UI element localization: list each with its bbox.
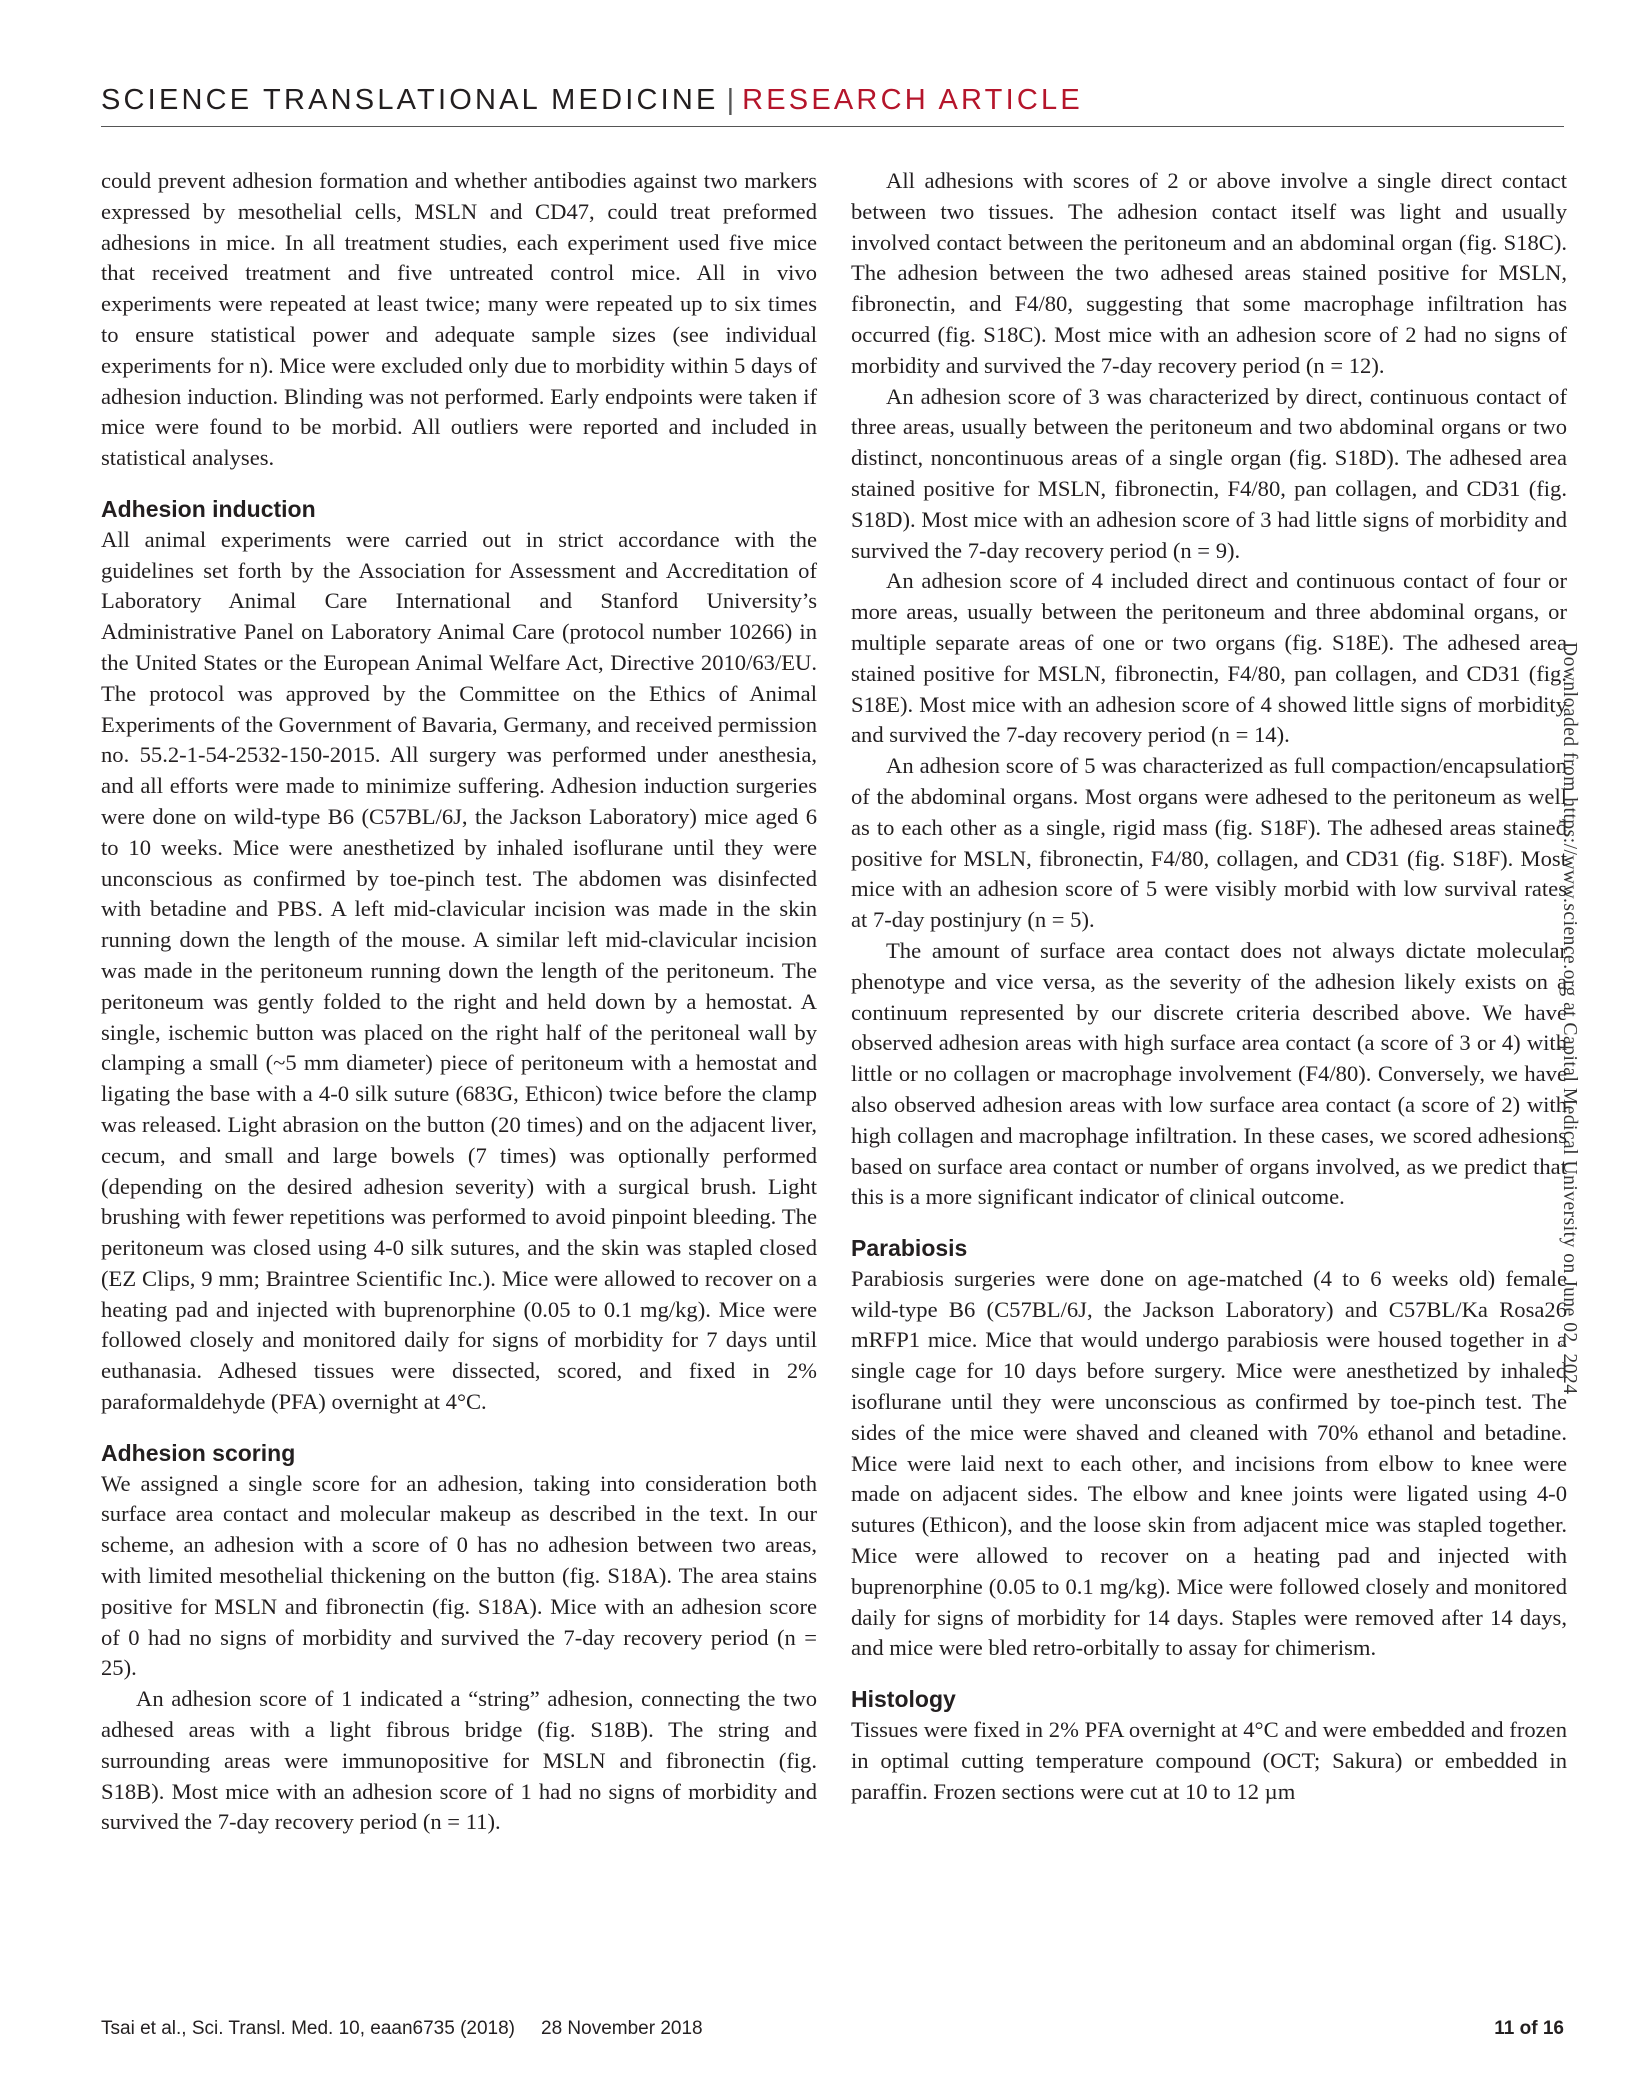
article-type: RESEARCH ARTICLE [742, 84, 1083, 116]
paragraph: An adhesion score of 4 included direct and continuous contact of four or more areas, usually between the peritoneum and three abdominal organs, or multiple separate areas of one or two organs (fig. S18E). The adhesed area stained positive for MSLN, fibronectin, F4/80, pan collagen, and CD31 (fig. S18E). Most mice with an adhesion score of 4 showed little signs of morbidity and survived the 7-day recovery period (n = 14). [851, 568, 1567, 748]
footer-citation: Tsai et al., Sci. Transl. Med. 10, eaan6735 (2018) [101, 2018, 516, 2039]
paragraph: All animal experiments were carried out in strict accordance with the guidelines set forth by the Association for Assessment and Accreditation of Laboratory Animal Care International and Stanford University’s Administrative Panel on Laboratory Animal Care (protocol number 10266) in the United States or the European Animal Welfare Act, Directive 2010/63/EU. The protocol was approved by the Committee on the Ethics of Animal Experiments of the Government of Bavaria, Germany, and received permission no. 55.2-1-54-2532-150-2015. All surgery was performed under anesthesia, and all efforts were made to minimize suffering. Adhesion induction surgeries were done on wild-type B6 (C57BL/6J, the Jackson Laboratory) mice aged 6 to 10 weeks. Mice were anesthetized by inhaled isoflurane until they were unconscious as confirmed by toe-pinch test. The abdomen was disinfected with betadine and PBS. A left mid-clavicular incision was made in the skin running down the length of the mouse. A similar left mid-clavicular incision was made in the peritoneum running down the length of the peritoneum. The peritoneum was gently folded to the right and held down by a hemostat. A single, ischemic button was placed on the right half of the peritoneal wall by clamping a small (~5 mm diameter) piece of peritoneum with a hemostat and ligating the base with a 4-0 silk suture (683G, Ethicon) twice before the clamp was released. Light abrasion on the button (20 times) and on the adjacent liver, cecum, and small and large bowels (7 times) was optionally performed (depending on the desired adhesion severity) with a surgical brush. Light brushing with fewer repetitions was performed to avoid pinpoint bleeding. The peritoneum was closed using 4-0 silk sutures, and the skin was stapled closed (EZ Clips, 9 mm; Braintree Scientific Inc.). Mice were allowed to recover on a heating pad and injected with buprenorphine (0.05 to 0.1 mg/kg). Mice were followed closely and monitored daily for signs of morbidity for 7 days until euthanasia. Adhesed tissues were dissected, scored, and fixed in 2% paraformaldehyde (PFA) overnight at 4°C. [101, 526, 817, 1415]
header-rule [101, 126, 1564, 127]
paragraph: The amount of surface area contact does not always dictate molecular phenotype and vice versa, as the severity of the adhesion likely exists on a continuum represented by our discrete criteria described above. We have observed adhesion areas with high surface area contact (a score of 3 or 4) with little or no collagen or macrophage involvement (F4/80). Conversely, we have also observed adhesion areas with low surface area contact (a score of 2) with high collagen and macrophage infiltration. In these cases, we scored adhesions based on surface area contact or number of organs involved, as we predict that this is a more significant indicator of clinical outcome. [851, 937, 1567, 1210]
header-separator: | [726, 84, 735, 116]
paragraph: Parabiosis surgeries were done on age-matched (4 to 6 weeks old) female wild-type B6 (C57BL/6J, the Jackson Laboratory) and C57BL/Ka Rosa26 mRFP1 mice. Mice that would undergo parabiosis were housed together in a single cage for 10 days before surgery. Mice were anesthetized by inhaled isoflurane until they were unconscious as confirmed by toe-pinch test. The sides of the mice were shaved and cleaned with 70% ethanol and betadine. Mice were laid next to each other, and incisions from elbow to knee were made on adjacent sides. The elbow and knee joints were ligated using 4-0 sutures (Ethicon), and the loose skin from adjacent mice was stapled together. Mice were allowed to recover on a heating pad and injected with buprenorphine (0.05 to 0.1 mg/kg). Mice were followed closely and monitored daily for signs of morbidity for 14 days. Staples were removed after 14 days, and mice were bled retro-orbitally to assay for chimerism. [851, 1265, 1567, 1661]
footer-citation-line [101, 2018, 703, 2040]
running-header [101, 82, 1564, 118]
download-watermark: Downloaded from https://www.science.org at Capital Medical University on June 02, 2024 [1559, 642, 1580, 1395]
paragraph: All adhesions with scores of 2 or above involve a single direct contact between two tissues. The adhesion contact itself was light and usually involved contact between the peritoneum and an abdominal organ (fig. S18C). The adhesion between the two adhesed areas stained positive for MSLN, fibronectin, and F4/80, suggesting that some macrophage infiltration has occurred (fig. S18C). Most mice with an adhesion score of 2 had no signs of morbidity and survived the 7-day recovery period (n = 12). [851, 168, 1567, 378]
section-heading: Adhesion scoring [101, 1439, 296, 1466]
left-column [101, 166, 817, 1838]
section-heading: Histology [851, 1686, 956, 1713]
footer-date: 28 November 2018 [541, 2018, 703, 2039]
paragraph: Tissues were fixed in 2% PFA overnight at 4°C and were embedded and frozen in optimal cutting temperature compound (OCT; Sakura) or embedded in paraffin. Frozen sections were cut at 10 to 12 µm [851, 1717, 1567, 1804]
journal-name: SCIENCE TRANSLATIONAL MEDICINE [101, 84, 719, 116]
right-column [851, 166, 1567, 1807]
paragraph: could prevent adhesion formation and whether antibodies against two markers expressed by mesothelial cells, MSLN and CD47, could treat preformed adhesions in mice. In all treatment studies, each experiment used five mice that received treatment and five untreated control mice. All in vivo experiments were repeated at least twice; many were repeated up to six times to ensure statistical power and adequate sample sizes (see individual experiments for n). Mice were excluded only due to morbidity within 5 days of adhesion induction. Blinding was not performed. Early endpoints were taken if mice were found to be morbid. All outliers were reported and included in statistical analyses. [101, 168, 817, 471]
paragraph: An adhesion score of 5 was characterized as full compaction/encapsulation of the abdominal organs. Most organs were adhesed to the peritoneum as well as to each other as a single, rigid mass (fig. S18F). The adhesed areas stained positive for MSLN, fibronectin, F4/80, collagen, and CD31 (fig. S18F). Most mice with an adhesion score of 5 were visibly morbid with low survival rates at 7-day postinjury (n = 5). [851, 753, 1567, 933]
section-heading: Adhesion induction [101, 495, 316, 522]
page-number: 11 of 16 [1494, 2018, 1564, 2039]
section-heading: Parabiosis [851, 1235, 968, 1262]
paragraph: An adhesion score of 1 indicated a “string” adhesion, connecting the two adhesed areas with a light fibrous bridge (fig. S18B). The string and surrounding areas were immunopositive for MSLN and fibronectin (fig. S18B). Most mice with an adhesion score of 1 had no signs of morbidity and survived the 7-day recovery period (n = 11). [101, 1686, 817, 1835]
paragraph: We assigned a single score for an adhesion, taking into consideration both surface area contact and molecular makeup as described in the text. In our scheme, an adhesion with a score of 0 has no adhesion between two areas, with limited mesothelial thickening on the button (fig. S18A). The area stains positive for MSLN and fibronectin (fig. S18A). Mice with an adhesion score of 0 had no signs of morbidity and survived the 7-day recovery period (n = 25). [101, 1470, 817, 1681]
paragraph: An adhesion score of 3 was characterized by direct, continuous contact of three areas, usually between the peritoneum and two abdominal organs or two distinct, noncontinuous areas of a single organ (fig. S18D). The adhesed area stained positive for MSLN, fibronectin, F4/80, pan collagen, and CD31 (fig. S18D). Most mice with an adhesion score of 3 had little signs of morbidity and survived the 7-day recovery period (n = 9). [851, 383, 1567, 563]
